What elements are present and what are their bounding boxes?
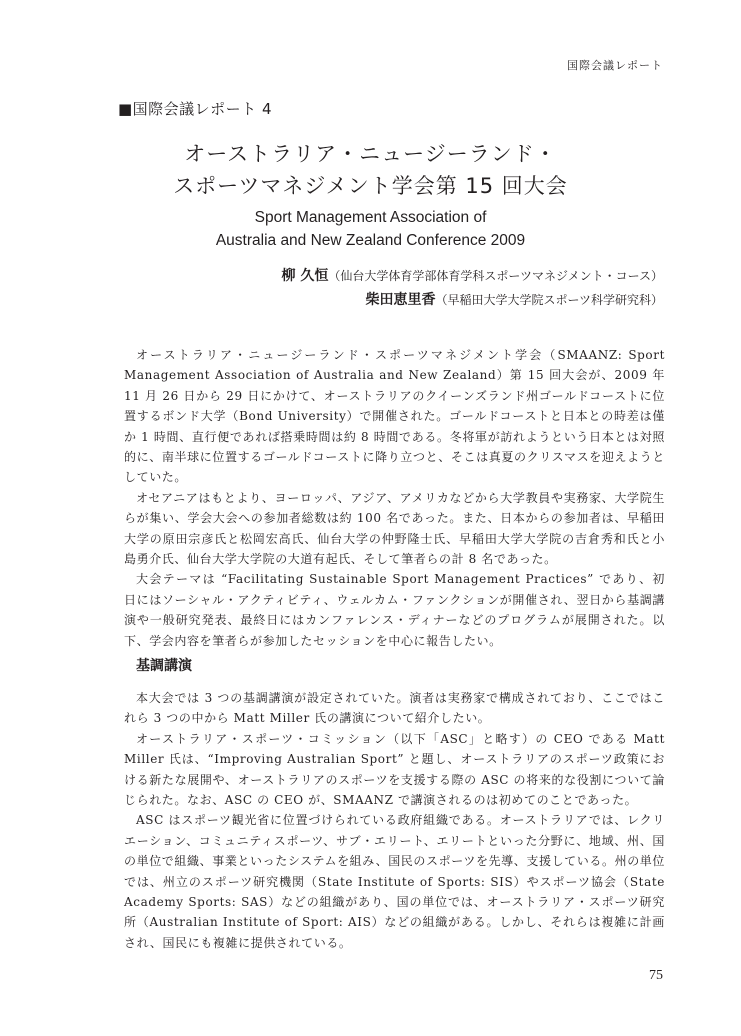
paragraph: オーストラリア・スポーツ・コミッション（以下「ASC」と略す）の CEO である Matt Miller 氏は、“Improving Australian Sport” と題し、オーストラリアのスポーツ政策における新たな展開や、オーストラリアのスポーツを支援する際の ASC の将来的な役割について論じられた。なお、ASC の CEO が、SMAANZ で講演されるのは初めてのことであった。	[124, 731, 665, 808]
author-affiliation: （仙台大学体育学部体育学科スポーツマネジメント・コース）	[328, 269, 663, 283]
intro-section	[124, 345, 665, 651]
section-heading: 基調講演	[136, 658, 192, 674]
author-affiliation: （早稲田大学大学院スポーツ科学研究科）	[435, 293, 663, 307]
paragraph: ASC はスポーツ観光省に位置づけられている政府組織である。オーストラリアでは、レクリエーション、コミュニティスポーツ、サブ・エリート、エリートといった分野に、地域、州、国の単位で組織、事業といったシステムを組み、国民のスポーツを先導、支援している。州の単位では、州立のスポーツ研究機関（State Institute of Sports: SIS）やスポーツ協会（State Academy Sports: SAS）などの組織があり、国の単位では、オーストラリア・スポーツ研究所（Australian Institute of Sport: AIS）などの組織がある。しかし、それらは複雑に計画され、国民にも複雑に提供されている。	[124, 813, 665, 950]
title-ja-line-1: オーストラリア・ニュージーランド・	[184, 142, 557, 166]
paragraph: 大会テーマは “Facilitating Sustainable Sport Management Practices” であり、初日にはソーシャル・アクティビティ、ウェルカム・ファンクションが開催され、翌日から基調講演や一般研究発表、最終日にはカンファレンス・ディナーなどのプログラムが展開された。以下、学会内容を筆者らが参加したセッションを中心に報告したい。	[124, 572, 665, 648]
title-en-line-2: Australia and New Zealand Conference 2009	[215, 232, 526, 249]
author-1	[282, 265, 663, 285]
title-en	[78, 206, 663, 252]
author-name: 柳 久恒	[281, 268, 329, 284]
author-name: 柴田恵里香	[365, 292, 436, 308]
author-2	[365, 289, 663, 309]
paragraph: オセアニアはもとより、ヨーロッパ、アジア、アメリカなどから大学教員や実務家、大学院生らが集い、学会大会への参加者総数は約 100 名であった。また、日本からの参加者は、早稲田大学の原田宗彦氏と松岡宏高氏、仙台大学の仲野隆士氏、早稲田大学大学院の吉倉秀和氏と小島勇介氏、仙台大学大学院の大道有起氏、そして筆者らの計 8 名であった。	[124, 490, 665, 567]
section-label: ■国際会議レポート 4	[118, 100, 272, 118]
running-header: 国際会議レポート	[567, 59, 663, 72]
article-title	[78, 138, 663, 252]
title-ja-line-2: スポーツマネジメント学会第 15 回大会	[173, 174, 568, 198]
keynote-section	[124, 688, 665, 953]
paragraph: 本大会では 3 つの基調講演が設定されていた。演者は実務家で構成されており、ここではこれら 3 つの中から Matt Miller 氏の講演について紹介したい。	[124, 691, 665, 726]
page-number: 75	[649, 968, 663, 983]
title-en-line-1: Sport Management Association of	[254, 209, 487, 226]
paragraph: オーストラリア・ニュージーランド・スポーツマネジメント学会（SMAANZ: Sport Management Association of Australia and New Zealand）第 15 回大会が、2009 年 11 月 26 日から 29 日にかけて、オーストラリアのクイーンズランド州ゴールドコーストに位置するボンド大学（Bond University）で開催された。ゴールドコーストと日本との時差は僅か 1 時間、直行便であれば搭乗時間は約 8 時間である。冬将軍が訪れようという日本とは対照的に、南半球に位置するゴールドコーストに降り立つと、そこは真夏のクリスマスを迎えようとしていた。	[124, 348, 665, 485]
